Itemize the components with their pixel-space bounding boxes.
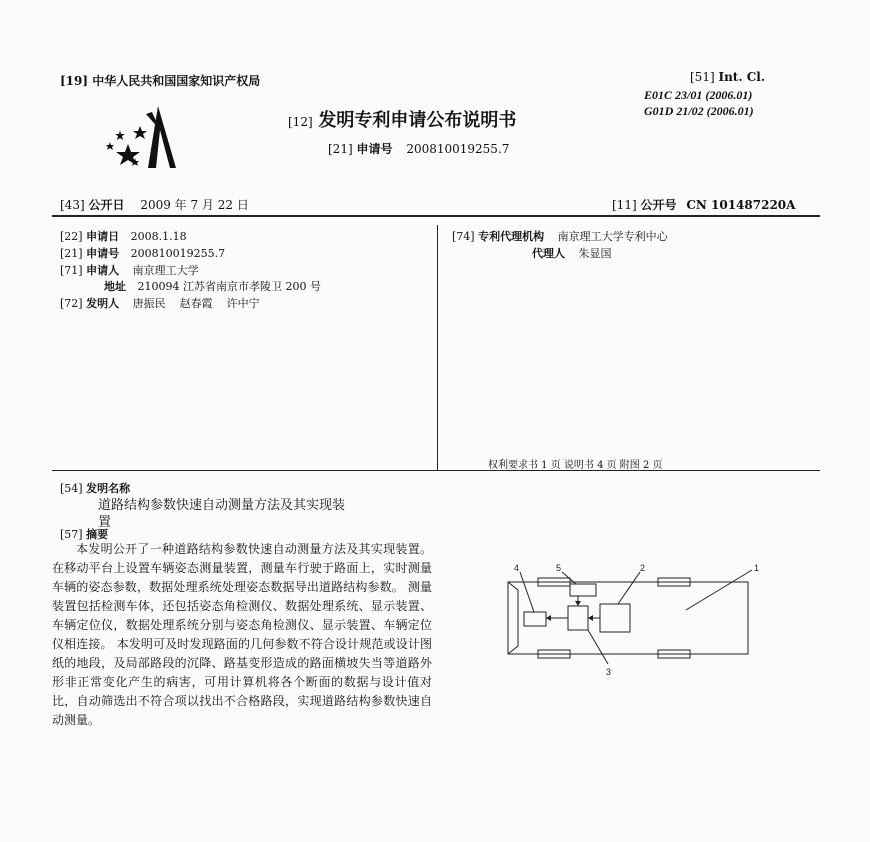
title-code: [54]	[60, 482, 83, 495]
app-number-row	[60, 245, 225, 261]
invention-title-line1: 道路结构参数快速自动测量方法及其实现装	[98, 498, 346, 513]
component-4-box	[524, 612, 546, 626]
inventor-label: 发明人	[86, 297, 120, 310]
column-divider	[437, 225, 438, 470]
applicant-value: 南京理工大学	[132, 264, 199, 277]
abstract-label: 摘要	[86, 528, 109, 541]
inventor-value: 唐振民 赵春霞 许中宁	[132, 297, 260, 310]
fig-label-1: 1	[754, 563, 760, 573]
abstract-code: [57]	[60, 528, 83, 541]
agent-row	[532, 245, 612, 261]
arrow-to-3	[588, 615, 593, 621]
component-5-box	[570, 584, 596, 596]
applicant-code: [71]	[60, 264, 83, 277]
agency-value: 南京理工大学专利中心	[557, 230, 668, 243]
int-cl-header	[690, 70, 765, 84]
vehicle-body	[508, 582, 748, 654]
pub-no-label: 公开号	[640, 198, 677, 212]
app-label: 申请号	[86, 247, 120, 260]
abstract-figure	[490, 560, 780, 685]
doc-type-header	[288, 106, 516, 132]
agent-value: 朱显国	[578, 247, 612, 260]
leader-2	[618, 572, 640, 604]
abstract-body	[52, 540, 432, 730]
agency-row	[452, 228, 668, 244]
publication-date	[60, 196, 249, 213]
leader-1	[686, 570, 752, 610]
app-code: [21]	[60, 247, 83, 260]
int-cl-1: E01C 23/01 (2006.01)	[644, 88, 753, 102]
office-header	[60, 72, 260, 89]
inventor-code: [72]	[60, 297, 83, 310]
applicant-row	[60, 262, 199, 278]
filing-code: [22]	[60, 230, 83, 243]
invention-title-line2: 置	[98, 515, 112, 530]
top-rule	[52, 215, 820, 217]
pub-no-code: [11]	[612, 198, 637, 212]
component-3-box	[568, 606, 588, 630]
office-name: 中华人民共和国国家知识产权局	[92, 74, 261, 88]
fig-label-2: 2	[640, 563, 646, 573]
filing-date-row	[60, 228, 187, 244]
address-value: 210094 江苏省南京市孝陵卫 200 号	[137, 280, 321, 293]
app-value: 200810019255.7	[130, 247, 226, 260]
pub-date-code: [43]	[60, 198, 85, 212]
app-no-value: 200810019255.7	[406, 142, 510, 156]
address-label: 地址	[104, 280, 126, 293]
title-label: 发明名称	[86, 482, 131, 495]
pub-date-value: 2009 年 7 月 22 日	[140, 198, 249, 212]
office-code: [19]	[60, 74, 89, 88]
agent-label: 代理人	[532, 247, 565, 260]
page-counts: 权利要求书 1 页 说明书 4 页 附图 2 页	[488, 460, 663, 471]
filing-value: 2008.1.18	[130, 230, 187, 243]
fig-label-4: 4	[514, 563, 520, 573]
agency-code: [74]	[452, 230, 475, 243]
pub-date-label: 公开日	[88, 198, 125, 212]
vehicle-front	[508, 582, 518, 654]
abstract-text: 本发明公开了一种道路结构参数快速自动测量方法及其实现装置。 在移动平台上设置车辆姿态测量装置，测量车行驶于路面上，实时测量车辆的姿态参数，数据处理系统处理姿态数据导出道路结构参数。 测量装置包括检测车体，还包括姿态角检测仪、数据处理系统、显示装置、车辆定位仪，数据处理系统分别与姿态角检测仪、显示装置、车辆定位仪相连接。 本发明可及时发现路面的几何参数不符合设计规范或设计图纸的地段，及局部路段的沉降、路基变形造成的路面横坡失当等道路外形非正常变化产生的病害，可用计算机将各个断面的数据与设计值对比，自动筛选出不符合项以找出不合格路段，实现道路结构参数快速自动测量。	[52, 542, 432, 727]
arrow-to-4	[546, 615, 551, 621]
application-number-header	[328, 140, 509, 157]
agency-label: 专利代理机构	[478, 230, 545, 243]
app-no-code: [21]	[328, 142, 353, 156]
leader-4	[520, 572, 534, 612]
inventor-row	[60, 295, 260, 311]
fig-label-3: 3	[606, 667, 612, 677]
leader-3	[588, 630, 608, 664]
filing-label: 申请日	[86, 230, 120, 243]
app-no-label: 申请号	[356, 142, 393, 156]
int-cl-2: G01D 21/02 (2006.01)	[644, 104, 754, 118]
component-2-box	[600, 604, 630, 632]
int-cl-label: Int. Cl.	[718, 70, 765, 84]
address-row	[104, 278, 321, 294]
fig-label-5: 5	[556, 563, 562, 573]
int-cl-code: [51]	[690, 70, 715, 84]
mid-rule	[52, 470, 820, 471]
applicant-label: 申请人	[86, 264, 120, 277]
cnipa-logo	[100, 102, 190, 172]
pub-no-value: CN 101487220A	[686, 198, 796, 212]
doc-type-code: [12]	[288, 115, 313, 129]
arrow-5-to-3	[575, 601, 581, 606]
publication-number	[612, 196, 795, 213]
doc-type-title: 发明专利申请公布说明书	[318, 110, 517, 131]
